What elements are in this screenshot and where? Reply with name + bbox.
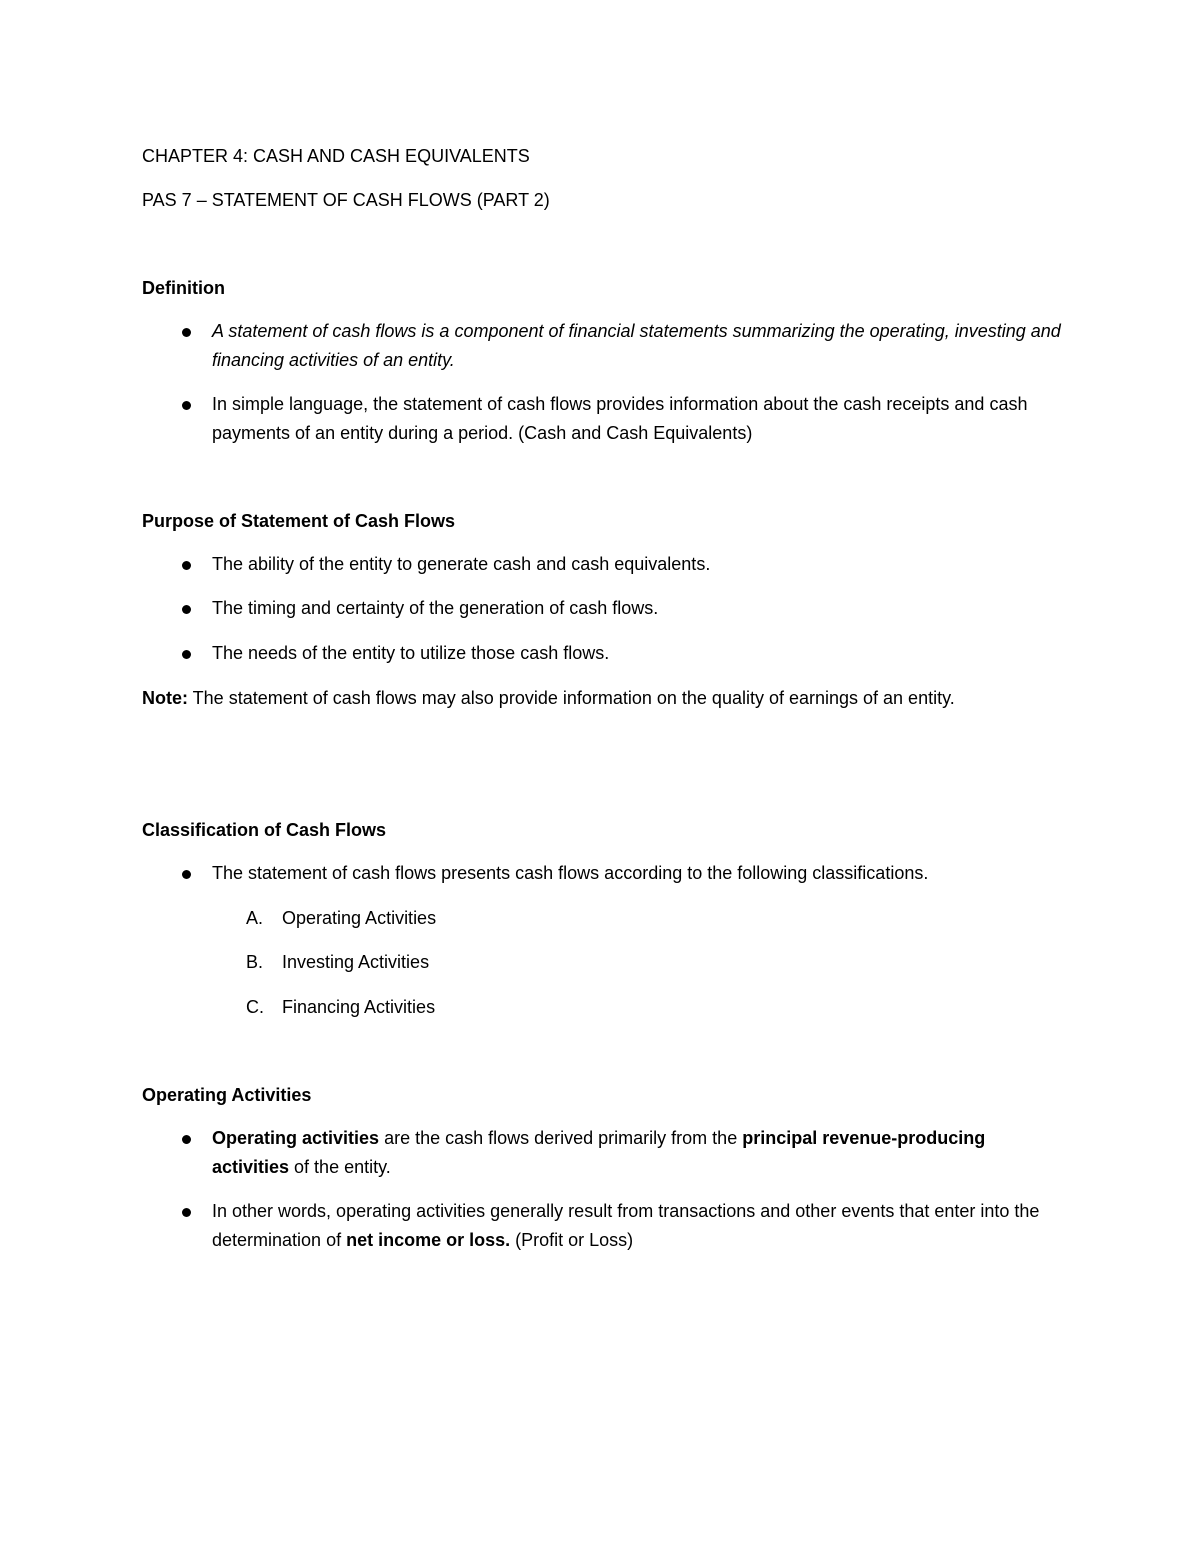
bold-term: principal revenue-producing activities [212,1128,986,1177]
purpose-bullet-text: The ability of the entity to generate cash and cash equivalents. [212,554,711,574]
bullet-icon [182,328,191,337]
bold-term: Operating activities [212,1128,380,1148]
body-text: are the cash flows derived primarily from the [379,1128,743,1148]
list-label: Operating Activities [282,908,437,928]
body-text: of the entity. [289,1157,391,1177]
classification-item-c [246,996,435,1018]
bullet-icon [182,1135,191,1144]
bullet-icon [182,870,191,879]
operating-bullet-text [212,1124,1062,1182]
bullet-icon [182,1208,191,1217]
bullet-icon [182,561,191,570]
body-text: In other words, operating activities generally result from transactions and other events that enter into the determination of [212,1201,1040,1250]
note-label: Note: [142,688,188,708]
list-letter: B. [246,952,264,972]
bold-term: net income or loss. [346,1230,511,1250]
definition-bullet-text: In simple language, the statement of cash flows provides information about the cash receipts and cash payments of an entity during a period. (Cash and Cash Equivalents) [212,394,1028,443]
operating-heading: Operating Activities [142,1085,312,1105]
purpose-heading: Purpose of Statement of Cash Flows [142,511,456,531]
purpose-bullet-text: The needs of the entity to utilize those cash flows. [212,643,610,663]
classification-bullet-text: The statement of cash flows presents cash flows according to the following classifications. [212,863,929,883]
bullet-icon [182,401,191,410]
classification-item-b [246,951,429,973]
body-text: (Profit or Loss) [510,1230,634,1250]
list-label: Investing Activities [282,952,430,972]
definition-heading: Definition [142,278,225,298]
note-text: The statement of cash flows may also provide information on the quality of earnings of an entity. [188,688,955,708]
purpose-note [142,687,955,709]
bullet-icon [182,605,191,614]
list-letter: C. [246,997,264,1017]
chapter-subtitle: PAS 7 – STATEMENT OF CASH FLOWS (PART 2) [142,190,550,210]
operating-bullet-text [212,1197,1062,1255]
list-label: Financing Activities [282,997,436,1017]
chapter-title: CHAPTER 4: CASH AND CASH EQUIVALENTS [142,146,530,166]
list-letter: A. [246,908,264,928]
purpose-bullet-text: The timing and certainty of the generation of cash flows. [212,598,659,618]
classification-heading: Classification of Cash Flows [142,820,387,840]
bullet-icon [182,650,191,659]
definition-bullet-text: A statement of cash flows is a component of financial statements summarizing the operating, investing and financing activities of an entity. [212,321,1061,370]
classification-item-a [246,907,436,929]
